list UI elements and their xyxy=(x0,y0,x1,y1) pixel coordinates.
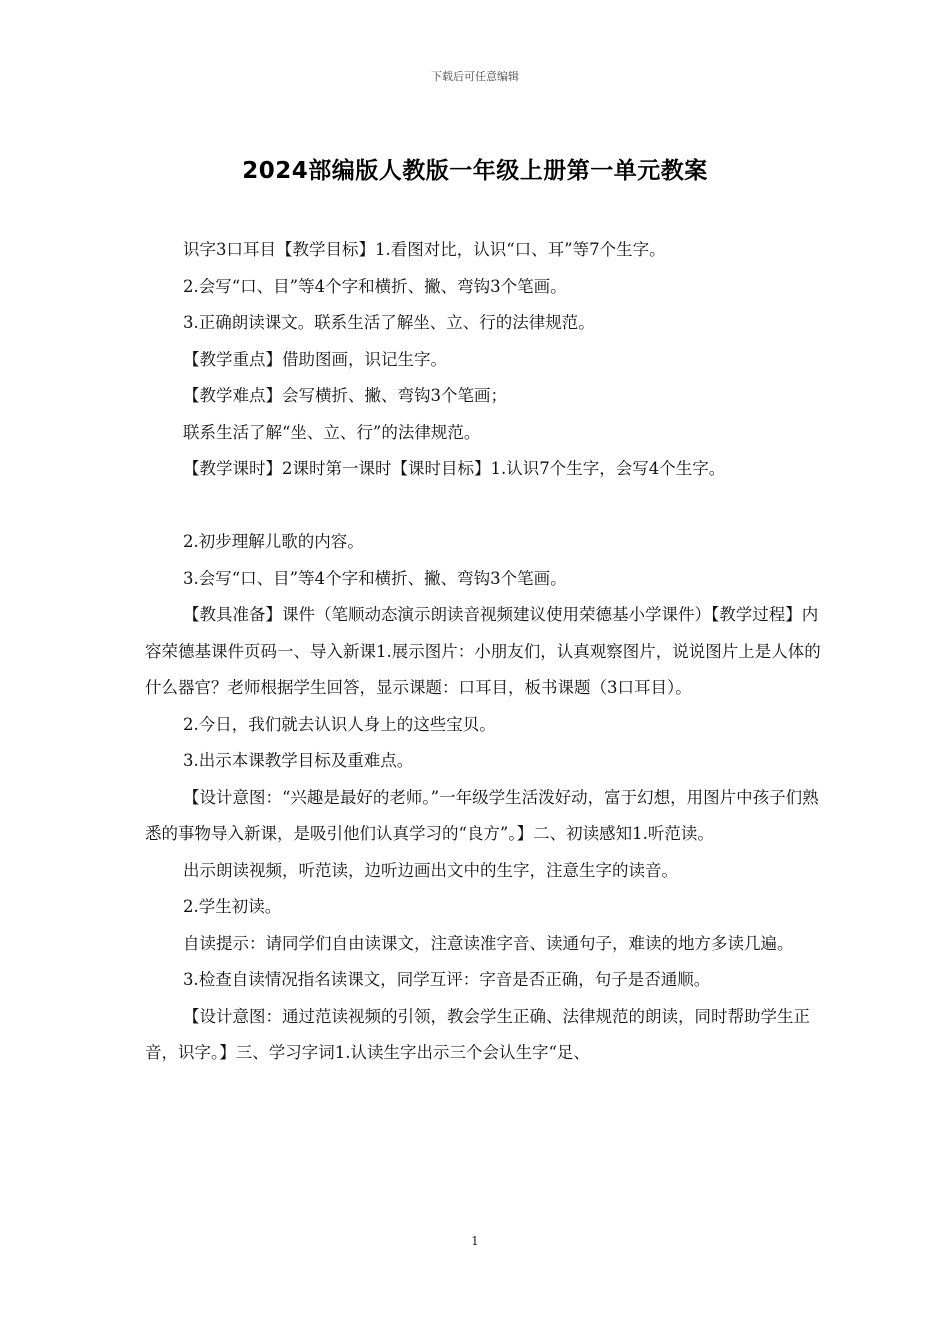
paragraph: 2.学生初读。 xyxy=(183,897,282,916)
page-number: 1 xyxy=(471,1234,479,1248)
paragraph: 2.会写“口、目”等4个字和横折、撇、弯钩3个笔画。 xyxy=(183,276,567,296)
paragraph: 【教具准备】课件（笔顺动态演示朗读音视频建议使用荣德基小学课件）【教学过程】内容荣德基课件页码一、导入新课1.展示图片：小朋友们，认真观察图片，说说图片上是人体的什么器官？老师根据学生回答，显示课题：口耳目，板书课题（3口耳目）。 xyxy=(145,605,821,697)
paragraph: 【教学重点】借助图画，识记生字。 xyxy=(183,349,447,369)
paragraph: 3.检查自读情况指名读课文，同学互评：字音是否正确，句子是否通顺。 xyxy=(183,970,711,989)
document-title: 2024部编版人教版一年级上册第一单元教案 xyxy=(242,158,708,184)
blank-line xyxy=(145,488,825,525)
paragraph: 【设计意图：“兴趣是最好的老师。”一年级学生活泼好动，富于幻想，用图片中孩子们熟悉的事物导入新课，是吸引他们认真学习的“良方”。】二、初读感知1.听范读。 xyxy=(145,787,819,843)
document-body xyxy=(145,232,825,1072)
paragraph: 识字3口耳目【教学目标】1.看图对比，认识“口、耳”等7个生字。 xyxy=(183,240,666,259)
paragraph: 【教学课时】2课时第一课时【课时目标】1.认识7个生字，会写4个生字。 xyxy=(183,459,726,478)
paragraph: 联系生活了解“坐、立、行”的法律规范。 xyxy=(183,422,481,442)
paragraph: 【设计意图：通过范读视频的引领，教会学生正确、法律规范的朗读，同时帮助学生正音，识字。】三、学习字词1.认读生字出示三个会认生字“足、 xyxy=(145,1006,810,1062)
paragraph: 自读提示：请同学们自由读课文，注意读准字音、读通句子，难读的地方多读几遍。 xyxy=(183,933,794,953)
paragraph: 2.今日，我们就去认识人身上的这些宝贝。 xyxy=(183,714,496,734)
paragraph: 出示朗读视频，听范读，边听边画出文中的生字，注意生字的读音。 xyxy=(183,860,678,880)
paragraph: 3.出示本课教学目标及重难点。 xyxy=(183,751,414,770)
paragraph: 【教学难点】会写横折、撇、弯钩3个笔画； xyxy=(183,386,507,405)
paragraph: 3.会写“口、目”等4个字和横折、撇、弯钩3个笔画。 xyxy=(183,568,567,588)
header-note: 下载后可任意编辑 xyxy=(431,70,519,83)
paragraph: 2.初步理解儿歌的内容。 xyxy=(183,532,364,551)
paragraph: 3.正确朗读课文。联系生活了解坐、立、行的法律规范。 xyxy=(183,313,595,332)
